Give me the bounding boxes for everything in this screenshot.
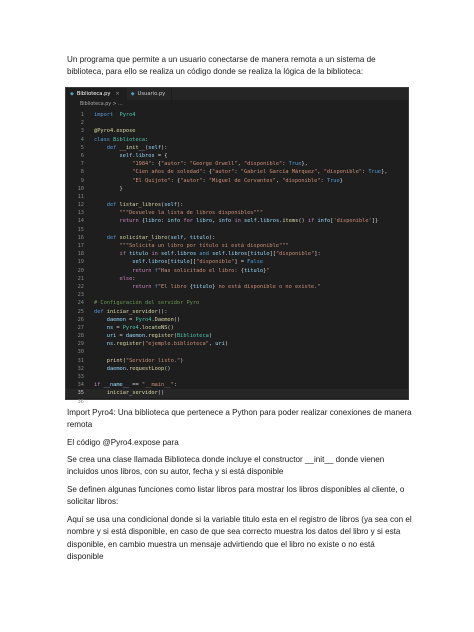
line-number: 32: [77, 365, 84, 372]
expose-paragraph: El código @Pyro4.expose para: [67, 438, 179, 447]
line-number: 8: [80, 169, 84, 176]
code-line[interactable]: [66, 291, 408, 299]
line-number: 3: [80, 128, 84, 135]
line-number: 23: [77, 292, 84, 299]
code-line[interactable]: [66, 127, 408, 135]
line-number: 31: [77, 357, 84, 364]
line-number: 36: [77, 398, 84, 405]
line-number: 7: [80, 161, 84, 168]
line-number: 1: [80, 112, 84, 118]
line-code: if titulo in self.libros and self.libros[titulo]["disponible"]:: [119, 251, 321, 258]
tab-label: Usuario.py: [137, 91, 166, 97]
line-number: 20: [77, 267, 84, 274]
line-number: 10: [77, 185, 84, 192]
code-line[interactable]: [66, 316, 408, 324]
breadcrumb[interactable]: Biblioteca.py > ...: [80, 102, 123, 107]
line-code: }: [94, 185, 123, 192]
code-line[interactable]: [66, 258, 408, 266]
code-line[interactable]: [66, 193, 408, 201]
line-number: 16: [77, 234, 84, 241]
code-line[interactable]: [66, 398, 408, 406]
line-code: """Solicita un libro por título si está disponible""": [119, 243, 289, 249]
code-line[interactable]: [66, 348, 408, 356]
code-line[interactable]: [66, 324, 408, 332]
code-line[interactable]: [66, 267, 408, 275]
tab-label: Biblioteca.py: [76, 91, 111, 97]
line-code: self.libros = {: [119, 152, 168, 159]
line-number: 30: [77, 349, 84, 356]
line-code: return {libro: info for libro, info in self.libros.items() if info['disponible']}: [119, 218, 379, 225]
line-code: ns = Pyro4.locateNS(): [106, 324, 174, 331]
code-line[interactable]: [66, 381, 408, 389]
line-number: 29: [77, 341, 84, 348]
line-number: 25: [77, 308, 84, 315]
code-line[interactable]: [66, 340, 408, 348]
code-line[interactable]: [66, 209, 408, 217]
close-icon[interactable]: ×: [115, 91, 120, 97]
line-code: import Pyro4: [94, 112, 136, 118]
line-code: "1984": {"autor": "George Orwell", "disponible": True},: [132, 161, 308, 168]
line-code: return f"El libro {titulo} no está disponible o no existe.": [132, 283, 321, 290]
line-code: @Pyro4.expose: [94, 128, 136, 135]
line-number: 5: [80, 144, 84, 151]
line-code: def iniciar_servidor():: [94, 308, 168, 315]
line-code: def __init__(self):: [106, 144, 168, 151]
code-line[interactable]: [66, 250, 408, 258]
line-number: 18: [77, 251, 84, 258]
code-line[interactable]: [66, 185, 408, 193]
code-line[interactable]: [66, 365, 408, 373]
line-number: 12: [77, 202, 84, 209]
line-number: 26: [77, 316, 84, 323]
line-code: class Biblioteca:: [94, 136, 149, 143]
line-number: 13: [77, 210, 84, 217]
code-line[interactable]: [66, 217, 408, 225]
line-number: 21: [77, 275, 84, 282]
line-number: 35: [77, 390, 84, 397]
line-code: """Devuelve la lista de libros disponibles""": [119, 210, 264, 217]
line-number: 17: [77, 243, 84, 249]
line-number: 15: [77, 226, 84, 233]
intro-paragraph: Un programa que permite a un usuario conectarse de manera remota a un sistema de biblioteca, para ello se realiza un código donde se realiza la lógica de la biblioteca:: [67, 55, 376, 77]
code-line[interactable]: [66, 299, 408, 307]
code-line[interactable]: [66, 177, 408, 185]
line-code: ns.register("ejemplo.biblioteca", uri): [106, 341, 229, 348]
line-number: 2: [80, 120, 84, 127]
code-area[interactable]: [66, 111, 408, 406]
line-code: iniciar_servidor(): [106, 390, 165, 397]
line-number: 34: [77, 382, 84, 389]
line-number: 33: [77, 374, 84, 380]
functions-paragraph: Se definen algunas funciones como listar libros para mostrar los libros disponibles al cliente, o solicitar libros:: [67, 485, 405, 507]
line-code: # Configuración del servidor Pyro: [94, 300, 200, 307]
tab-usuario[interactable]: [127, 88, 173, 100]
pyro4-paragraph: Import Pyro4: Una biblioteca que pertenece a Python para poder realizar conexiones de manera remota: [67, 408, 412, 430]
line-number: 9: [80, 177, 84, 184]
line-number: 14: [77, 218, 84, 225]
line-code: if __name__ == "__main__":: [94, 382, 177, 389]
line-code: self.libros[titulo]["disponible"] = False: [132, 259, 264, 266]
editor-tab-bar: [66, 88, 408, 100]
python-file-icon: ◆: [70, 91, 74, 97]
python-file-icon: ◆: [130, 91, 135, 97]
line-number: 4: [80, 136, 84, 143]
line-number: 28: [77, 333, 84, 340]
code-line[interactable]: [66, 201, 408, 209]
code-line[interactable]: [66, 357, 408, 365]
code-line[interactable]: [66, 373, 408, 381]
line-code: daemon = Pyro4.Daemon(): [106, 316, 181, 323]
code-line[interactable]: [66, 275, 408, 283]
code-line[interactable]: [66, 111, 408, 119]
code-line[interactable]: [66, 152, 408, 160]
line-code: def solicitar_libro(self, titulo):: [106, 234, 216, 241]
code-line[interactable]: [66, 168, 408, 176]
line-code: daemon.requestLoop(): [106, 365, 171, 372]
line-number: 27: [77, 324, 84, 331]
line-code: print("Servidor listo."): [106, 357, 184, 364]
code-line[interactable]: [66, 160, 408, 168]
tab-biblioteca[interactable]: [66, 88, 127, 100]
code-line[interactable]: [66, 136, 408, 144]
code-line[interactable]: [66, 119, 408, 127]
line-number: 24: [77, 300, 84, 307]
code-line[interactable]: [66, 283, 408, 291]
code-line[interactable]: [66, 389, 408, 397]
code-line[interactable]: [66, 308, 408, 316]
conditional-paragraph: Aquí se usa una condicional donde si la variable titulo esta en el registro de libros (ya sea con el nombre y si está disponible, en caso de que sea correcto muestra los datos del libro y si esta disponible, en cambio muestra un mensaje advirtiendo que el libro no existe o no está disponible: [67, 515, 412, 562]
code-line[interactable]: [66, 332, 408, 340]
line-code: "El Quijote": {"autor": "Miguel de Cervantes", "disponible": True}: [132, 177, 343, 184]
code-line[interactable]: [66, 226, 408, 234]
line-code: "Cien años de soledad": {"autor": "Gabriel García Márquez", "disponible": True},: [132, 169, 388, 176]
line-code: uri = daemon.register(Biblioteca): [106, 333, 213, 340]
code-line[interactable]: [66, 242, 408, 250]
line-number: 22: [77, 283, 84, 290]
line-code: def listar_libros(self):: [106, 202, 184, 209]
code-line[interactable]: [66, 144, 408, 152]
code-line[interactable]: [66, 234, 408, 242]
code-editor-screenshot: [65, 87, 409, 405]
line-number: 19: [77, 259, 84, 266]
class-description-paragraph: Se crea una clase llamada Biblioteca donde incluye el constructor __init__ donde vienen incluidos unos libros, con su autor, fecha y si está disponible: [67, 455, 385, 477]
line-number: 11: [77, 193, 84, 200]
line-code: return f"Has solicitado el libro: {titulo}": [132, 267, 270, 274]
line-number: 6: [80, 152, 84, 159]
line-code: else:: [119, 275, 136, 282]
